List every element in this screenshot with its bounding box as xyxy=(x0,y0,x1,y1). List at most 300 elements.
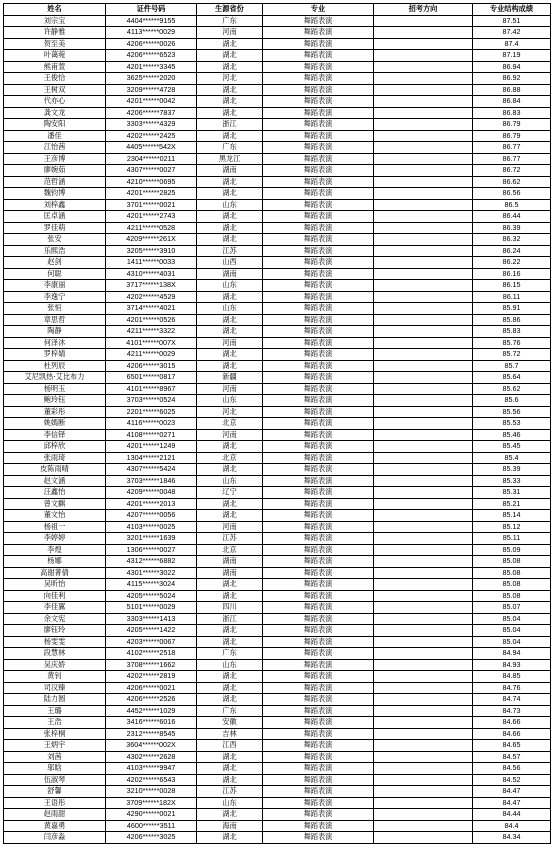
name-cell: 王语彤 xyxy=(4,797,106,809)
score-cell: 85.08 xyxy=(473,579,551,591)
score-cell: 86.77 xyxy=(473,142,551,154)
province-cell: 湖南 xyxy=(197,567,263,579)
id-cell: 4103******9947 xyxy=(106,763,197,775)
direction-cell xyxy=(374,130,473,142)
direction-cell xyxy=(374,613,473,625)
direction-cell xyxy=(374,590,473,602)
province-cell: 湖南 xyxy=(197,268,263,280)
major-cell: 舞蹈表演 xyxy=(263,625,374,637)
major-cell: 舞蹈表演 xyxy=(263,636,374,648)
direction-cell xyxy=(374,751,473,763)
name-cell: 段慧林 xyxy=(4,648,106,660)
id-cell: 4201******2743 xyxy=(106,211,197,223)
major-cell: 舞蹈表演 xyxy=(263,602,374,614)
major-cell: 舞蹈表演 xyxy=(263,544,374,556)
table-row xyxy=(4,590,551,602)
score-cell: 84.56 xyxy=(473,763,551,775)
table-row xyxy=(4,291,551,303)
name-cell: 魏钧博 xyxy=(4,188,106,200)
direction-cell xyxy=(374,96,473,108)
id-cell: 4209******261X xyxy=(106,234,197,246)
id-cell: 2312******8545 xyxy=(106,728,197,740)
direction-cell xyxy=(374,567,473,579)
direction-cell xyxy=(374,268,473,280)
score-cell: 86.79 xyxy=(473,119,551,131)
name-cell: 范哲涵 xyxy=(4,176,106,188)
name-cell: 许静雅 xyxy=(4,27,106,39)
table-row xyxy=(4,15,551,27)
id-cell: 3416******6016 xyxy=(106,717,197,729)
province-cell: 新疆 xyxy=(197,372,263,384)
id-cell: 4201******2013 xyxy=(106,498,197,510)
direction-cell xyxy=(374,429,473,441)
score-cell: 85.4 xyxy=(473,452,551,464)
province-cell: 湖北 xyxy=(197,510,263,522)
direction-cell xyxy=(374,464,473,476)
major-cell: 舞蹈表演 xyxy=(263,222,374,234)
score-cell: 84.66 xyxy=(473,717,551,729)
major-cell: 舞蹈表演 xyxy=(263,257,374,269)
id-cell: 2304******0211 xyxy=(106,153,197,165)
direction-cell xyxy=(374,556,473,568)
province-cell: 湖北 xyxy=(197,590,263,602)
table-row xyxy=(4,533,551,545)
table-row xyxy=(4,786,551,798)
name-cell: 姚嫣断 xyxy=(4,418,106,430)
id-cell: 4101******007X xyxy=(106,337,197,349)
table-row xyxy=(4,153,551,165)
name-cell: 何聪 xyxy=(4,268,106,280)
id-cell: 3303******4329 xyxy=(106,119,197,131)
direction-cell xyxy=(374,406,473,418)
province-cell: 湖北 xyxy=(197,222,263,234)
name-cell: 龚文龙 xyxy=(4,107,106,119)
province-cell: 山西 xyxy=(197,257,263,269)
name-cell: 熊甫萱 xyxy=(4,61,106,73)
province-cell: 河南 xyxy=(197,337,263,349)
score-cell: 87.4 xyxy=(473,38,551,50)
major-cell: 舞蹈表演 xyxy=(263,648,374,660)
province-cell: 湖北 xyxy=(197,498,263,510)
province-cell: 广东 xyxy=(197,705,263,717)
province-cell: 海南 xyxy=(197,820,263,832)
province-cell: 湖北 xyxy=(197,107,263,119)
id-cell: 3701******0021 xyxy=(106,199,197,211)
table-row xyxy=(4,832,551,844)
id-cell: 3708******1662 xyxy=(106,659,197,671)
direction-cell xyxy=(374,38,473,50)
major-cell: 舞蹈表演 xyxy=(263,613,374,625)
province-cell: 湖北 xyxy=(197,326,263,338)
province-cell: 山东 xyxy=(197,280,263,292)
province-cell: 河南 xyxy=(197,27,263,39)
major-cell: 舞蹈表演 xyxy=(263,119,374,131)
major-cell: 舞蹈表演 xyxy=(263,268,374,280)
direction-cell xyxy=(374,820,473,832)
id-cell: 3717******138X xyxy=(106,280,197,292)
name-cell: 张梓桐 xyxy=(4,728,106,740)
name-cell: 李康丽 xyxy=(4,280,106,292)
header-direction: 招考方向 xyxy=(374,4,473,16)
major-cell: 舞蹈表演 xyxy=(263,487,374,499)
province-cell: 湖北 xyxy=(197,211,263,223)
major-cell: 舞蹈表演 xyxy=(263,360,374,372)
header-major: 专业 xyxy=(263,4,374,16)
table-row xyxy=(4,774,551,786)
name-cell: 张雨琦 xyxy=(4,452,106,464)
table-row xyxy=(4,602,551,614)
table-row xyxy=(4,372,551,384)
table-row xyxy=(4,188,551,200)
major-cell: 舞蹈表演 xyxy=(263,291,374,303)
major-cell: 舞蹈表演 xyxy=(263,199,374,211)
direction-cell xyxy=(374,280,473,292)
major-cell: 舞蹈表演 xyxy=(263,280,374,292)
direction-cell xyxy=(374,211,473,223)
table-row xyxy=(4,406,551,418)
province-cell: 河南 xyxy=(197,429,263,441)
direction-cell xyxy=(374,119,473,131)
id-cell: 4205******1422 xyxy=(106,625,197,637)
major-cell: 舞蹈表演 xyxy=(263,142,374,154)
score-cell: 86.83 xyxy=(473,107,551,119)
name-cell: 张恒 xyxy=(4,303,106,315)
major-cell: 舞蹈表演 xyxy=(263,659,374,671)
province-cell: 湖北 xyxy=(197,441,263,453)
score-cell: 85.31 xyxy=(473,487,551,499)
direction-cell xyxy=(374,326,473,338)
name-cell: 罗佳萌 xyxy=(4,222,106,234)
score-cell: 86.77 xyxy=(473,153,551,165)
score-cell: 85.83 xyxy=(473,326,551,338)
major-cell: 舞蹈表演 xyxy=(263,774,374,786)
id-cell: 4113******0029 xyxy=(106,27,197,39)
name-cell: 代亦心 xyxy=(4,96,106,108)
name-cell: 鲍玲钰 xyxy=(4,395,106,407)
id-cell: 4210******0695 xyxy=(106,176,197,188)
table-row xyxy=(4,510,551,522)
major-cell: 舞蹈表演 xyxy=(263,96,374,108)
name-cell: 叶蔼菀 xyxy=(4,50,106,62)
direction-cell xyxy=(374,303,473,315)
score-cell: 86.11 xyxy=(473,291,551,303)
major-cell: 舞蹈表演 xyxy=(263,510,374,522)
score-cell: 85.91 xyxy=(473,303,551,315)
score-cell: 85.45 xyxy=(473,441,551,453)
id-cell: 4203******0067 xyxy=(106,636,197,648)
province-cell: 北京 xyxy=(197,452,263,464)
score-cell: 86.24 xyxy=(473,245,551,257)
province-cell: 湖北 xyxy=(197,314,263,326)
table-row xyxy=(4,567,551,579)
name-cell: 乐熙浩 xyxy=(4,245,106,257)
table-row xyxy=(4,751,551,763)
id-cell: 4211******0029 xyxy=(106,349,197,361)
province-cell: 辽宁 xyxy=(197,487,263,499)
province-cell: 湖南 xyxy=(197,556,263,568)
id-cell: 4202******2819 xyxy=(106,671,197,683)
direction-cell xyxy=(374,740,473,752)
major-cell: 舞蹈表演 xyxy=(263,38,374,50)
direction-cell xyxy=(374,533,473,545)
id-cell: 5101******0029 xyxy=(106,602,197,614)
id-cell: 4201******3345 xyxy=(106,61,197,73)
direction-cell xyxy=(374,257,473,269)
direction-cell xyxy=(374,50,473,62)
id-cell: 1304******2121 xyxy=(106,452,197,464)
province-cell: 湖北 xyxy=(197,809,263,821)
direction-cell xyxy=(374,786,473,798)
id-cell: 4201******2825 xyxy=(106,188,197,200)
score-cell: 84.57 xyxy=(473,751,551,763)
score-cell: 87.42 xyxy=(473,27,551,39)
name-cell: 赵文涵 xyxy=(4,475,106,487)
table-row xyxy=(4,395,551,407)
province-cell: 广东 xyxy=(197,15,263,27)
province-cell: 四川 xyxy=(197,602,263,614)
id-cell: 4202******2425 xyxy=(106,130,197,142)
id-cell: 4201******1249 xyxy=(106,441,197,453)
direction-cell xyxy=(374,360,473,372)
province-cell: 湖北 xyxy=(197,38,263,50)
direction-cell xyxy=(374,372,473,384)
score-cell: 85.14 xyxy=(473,510,551,522)
score-cell: 86.72 xyxy=(473,165,551,177)
score-cell: 85.21 xyxy=(473,498,551,510)
direction-cell xyxy=(374,636,473,648)
table-row xyxy=(4,705,551,717)
id-cell: 4206******6523 xyxy=(106,50,197,62)
score-cell: 86.94 xyxy=(473,61,551,73)
name-cell: 杨雯雯 xyxy=(4,636,106,648)
id-cell: 4206******3025 xyxy=(106,832,197,844)
score-cell: 86.62 xyxy=(473,176,551,188)
major-cell: 舞蹈表演 xyxy=(263,107,374,119)
header-province: 生源省份 xyxy=(197,4,263,16)
province-cell: 浙江 xyxy=(197,119,263,131)
id-cell: 4211******0528 xyxy=(106,222,197,234)
major-cell: 舞蹈表演 xyxy=(263,786,374,798)
direction-cell xyxy=(374,153,473,165)
table-row xyxy=(4,740,551,752)
name-cell: 匡卓涵 xyxy=(4,211,106,223)
table-row xyxy=(4,717,551,729)
score-cell: 84.47 xyxy=(473,786,551,798)
table-row xyxy=(4,222,551,234)
direction-cell xyxy=(374,234,473,246)
table-row xyxy=(4,809,551,821)
id-cell: 4307******0027 xyxy=(106,165,197,177)
name-cell: 曾文麒 xyxy=(4,498,106,510)
table-row xyxy=(4,671,551,683)
direction-cell xyxy=(374,199,473,211)
name-cell: 贺至美 xyxy=(4,38,106,50)
score-cell: 85.04 xyxy=(473,613,551,625)
id-cell: 3210******0028 xyxy=(106,786,197,798)
id-cell: 6501******0817 xyxy=(106,372,197,384)
major-cell: 舞蹈表演 xyxy=(263,533,374,545)
id-cell: 4211******3322 xyxy=(106,326,197,338)
table-row xyxy=(4,625,551,637)
name-cell: 江怡茜 xyxy=(4,142,106,154)
table-row xyxy=(4,38,551,50)
id-cell: 4202******4529 xyxy=(106,291,197,303)
province-cell: 广东 xyxy=(197,142,263,154)
province-cell: 黑龙江 xyxy=(197,153,263,165)
table-row xyxy=(4,694,551,706)
table-row xyxy=(4,544,551,556)
score-cell: 85.33 xyxy=(473,475,551,487)
direction-cell xyxy=(374,337,473,349)
table-row xyxy=(4,199,551,211)
table-row xyxy=(4,84,551,96)
score-cell: 85.62 xyxy=(473,383,551,395)
name-cell: 王彦博 xyxy=(4,153,106,165)
table-row xyxy=(4,119,551,131)
name-cell: 司汉臻 xyxy=(4,682,106,694)
name-cell: 董彩彤 xyxy=(4,406,106,418)
score-cell: 84.34 xyxy=(473,832,551,844)
major-cell: 舞蹈表演 xyxy=(263,475,374,487)
table-row xyxy=(4,464,551,476)
major-cell: 舞蹈表演 xyxy=(263,498,374,510)
province-cell: 湖南 xyxy=(197,165,263,177)
name-cell: 黄嘉勇 xyxy=(4,820,106,832)
score-cell: 87.19 xyxy=(473,50,551,62)
direction-cell xyxy=(374,763,473,775)
name-cell: 王炳宇 xyxy=(4,740,106,752)
major-cell: 舞蹈表演 xyxy=(263,383,374,395)
province-cell: 河北 xyxy=(197,406,263,418)
province-cell: 河南 xyxy=(197,521,263,533)
table-row xyxy=(4,429,551,441)
major-cell: 舞蹈表演 xyxy=(263,130,374,142)
score-cell: 85.46 xyxy=(473,429,551,441)
id-cell: 4290******0021 xyxy=(106,809,197,821)
score-cell: 84.76 xyxy=(473,682,551,694)
table-row xyxy=(4,797,551,809)
direction-cell xyxy=(374,107,473,119)
score-cell: 86.39 xyxy=(473,222,551,234)
province-cell: 湖北 xyxy=(197,50,263,62)
name-cell: 李煌 xyxy=(4,544,106,556)
name-cell: 李佳翼 xyxy=(4,602,106,614)
id-cell: 1411******0033 xyxy=(106,257,197,269)
table-row xyxy=(4,418,551,430)
table-row xyxy=(4,498,551,510)
province-cell: 河南 xyxy=(197,383,263,395)
id-cell: 1306******0027 xyxy=(106,544,197,556)
id-cell: 2201******6025 xyxy=(106,406,197,418)
direction-cell xyxy=(374,625,473,637)
province-cell: 湖北 xyxy=(197,832,263,844)
score-cell: 86.5 xyxy=(473,199,551,211)
id-cell: 4202******6543 xyxy=(106,774,197,786)
table-row xyxy=(4,50,551,62)
province-cell: 山东 xyxy=(197,659,263,671)
table-row xyxy=(4,475,551,487)
table-row xyxy=(4,441,551,453)
name-cell: 伍淑琴 xyxy=(4,774,106,786)
province-cell: 山东 xyxy=(197,797,263,809)
province-cell: 山东 xyxy=(197,395,263,407)
major-cell: 舞蹈表演 xyxy=(263,406,374,418)
id-cell: 4302******2628 xyxy=(106,751,197,763)
id-cell: 3604******002X xyxy=(106,740,197,752)
province-cell: 湖北 xyxy=(197,636,263,648)
table-row xyxy=(4,280,551,292)
id-cell: 4452******1029 xyxy=(106,705,197,717)
province-cell: 湖北 xyxy=(197,349,263,361)
table-row xyxy=(4,728,551,740)
major-cell: 舞蹈表演 xyxy=(263,84,374,96)
table-row xyxy=(4,659,551,671)
table-row xyxy=(4,268,551,280)
header-score: 专业结构成绩 xyxy=(473,4,551,16)
major-cell: 舞蹈表演 xyxy=(263,27,374,39)
id-cell: 3703******0524 xyxy=(106,395,197,407)
table-row xyxy=(4,579,551,591)
name-cell: 皮陈雨晴 xyxy=(4,464,106,476)
direction-cell xyxy=(374,441,473,453)
direction-cell xyxy=(374,452,473,464)
major-cell: 舞蹈表演 xyxy=(263,245,374,257)
major-cell: 舞蹈表演 xyxy=(263,728,374,740)
direction-cell xyxy=(374,510,473,522)
id-cell: 3625******2020 xyxy=(106,73,197,85)
direction-cell xyxy=(374,222,473,234)
major-cell: 舞蹈表演 xyxy=(263,763,374,775)
table-row xyxy=(4,61,551,73)
score-cell: 85.86 xyxy=(473,314,551,326)
table-row xyxy=(4,648,551,660)
province-cell: 湖北 xyxy=(197,464,263,476)
id-cell: 4103******0025 xyxy=(106,521,197,533)
major-cell: 舞蹈表演 xyxy=(263,464,374,476)
major-cell: 舞蹈表演 xyxy=(263,372,374,384)
id-cell: 4101******8967 xyxy=(106,383,197,395)
id-cell: 3709******182X xyxy=(106,797,197,809)
score-table-sheet xyxy=(3,3,551,844)
score-cell: 86.32 xyxy=(473,234,551,246)
direction-cell xyxy=(374,475,473,487)
name-cell: 黄钊 xyxy=(4,671,106,683)
name-cell: 陶静 xyxy=(4,326,106,338)
province-cell: 湖北 xyxy=(197,188,263,200)
name-cell: 杨明玉 xyxy=(4,383,106,395)
name-cell: 李逸宁 xyxy=(4,291,106,303)
name-cell: 李婷婷 xyxy=(4,533,106,545)
table-row xyxy=(4,521,551,533)
major-cell: 舞蹈表演 xyxy=(263,314,374,326)
score-cell: 84.94 xyxy=(473,648,551,660)
direction-cell xyxy=(374,498,473,510)
direction-cell xyxy=(374,705,473,717)
score-cell: 85.11 xyxy=(473,533,551,545)
table-row xyxy=(4,234,551,246)
table-row xyxy=(4,314,551,326)
score-cell: 86.16 xyxy=(473,268,551,280)
direction-cell xyxy=(374,544,473,556)
direction-cell xyxy=(374,717,473,729)
major-cell: 舞蹈表演 xyxy=(263,303,374,315)
name-cell: 陶安阳 xyxy=(4,119,106,131)
major-cell: 舞蹈表演 xyxy=(263,211,374,223)
major-cell: 舞蹈表演 xyxy=(263,705,374,717)
direction-cell xyxy=(374,142,473,154)
major-cell: 舞蹈表演 xyxy=(263,418,374,430)
province-cell: 江西 xyxy=(197,740,263,752)
